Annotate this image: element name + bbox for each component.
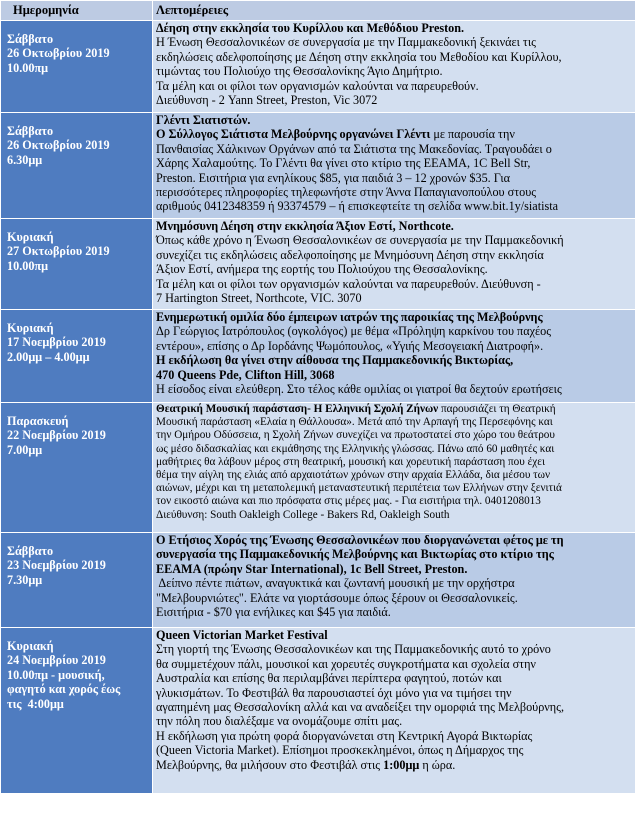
event-title: Γλέντι Σιατιστών. xyxy=(156,113,251,127)
event-date-text: 22 Νοεμβρίου 2019 xyxy=(7,428,106,443)
event-time: 2.00μμ – 4.00μμ xyxy=(7,349,90,364)
event-text: την πόλη που διαλέξαμε να ονομάζουμε σπίτι μας. xyxy=(156,714,403,729)
event-text: τιμώντας του Πολιούχο της Θεσσαλονίκης Άγιο Δημήτριο. xyxy=(156,64,443,79)
event-date xyxy=(1,533,153,628)
event-text: Αυστραλία και επίσης θα περιλαμβάνει περίπτερα φαγητού, ποτών και xyxy=(156,671,502,686)
event-text: παρουσιάζει τη Θεατρική xyxy=(438,403,556,415)
date-column-header: Ημερομηνία xyxy=(1,1,153,21)
event-time: φαγητό και χορός έως xyxy=(7,682,121,697)
event-text: αριθμούς 0412348359 ή 93374579 – ή επισκεφτείτε τη σελίδα www.bit.1y/siatista xyxy=(156,199,559,214)
event-address: 470 Queens Pde, Clifton Hill, 3068 xyxy=(156,367,335,382)
event-text: Άξιον Εστί, ανήμερα της εορτής του Πολιούχου της Θεσσαλονίκης. xyxy=(156,262,488,277)
event-title: Queen Victorian Market Festival xyxy=(156,628,328,642)
event-text: ως μέσο διδασκαλίας και εκμάθησης της Ελληνικής γλώσσας. Πάνω από 60 μαθητές και xyxy=(156,442,555,455)
event-date xyxy=(1,113,153,219)
event-text: "Μελβουρνιώτες". Ελάτε να γιορτάσουμε όπως ξέρουν οι Θεσσαλονικείς. xyxy=(156,590,518,605)
event-text: Χάρης Χαλαμούτης. Το Γλέντι θα γίνει στο κτίριο της ΕΕΑΜΑ, 1C Bell Str, xyxy=(156,156,531,171)
event-time: 10.00πμ xyxy=(7,60,49,75)
header-row xyxy=(1,1,635,21)
event-row xyxy=(1,310,635,403)
event-text: Μελβούρνης, θα μιλήσουν στο Φεστιβάλ στις xyxy=(156,757,384,772)
event-text: εντέρου», επίσης ο Δρ Ιορδάνης Ψωμόπουλος, «Υγιής Μεσογειακή Διατροφή». xyxy=(156,338,544,353)
event-row xyxy=(1,533,635,628)
event-details xyxy=(153,21,635,113)
event-text: Preston. Εισιτήρια για ενηλίκους $85, για παιδιά 3 – 12 χρονών $35. Για xyxy=(156,170,511,185)
event-day: Σάββατο xyxy=(7,544,54,558)
event-text: Τα μέλη και οι φίλοι των οργανισμών καλούνται να παρευρεθούν. Διεύθυνση - xyxy=(156,276,541,291)
details-column-header: Λεπτομέρειες xyxy=(153,1,635,21)
event-time: 6.30μμ xyxy=(7,152,43,167)
event-title: Ενημερωτική ομιλία δύο έμπειρων ιατρών της παροικίας της Μελβούρνης xyxy=(156,310,543,324)
event-details xyxy=(153,628,635,794)
event-row xyxy=(1,219,635,310)
event-address: Διεύθυνση: South Oakleigh College - Bakers Rd, Oakleigh South xyxy=(156,508,450,521)
event-date-text: 17 Νοεμβρίου 2019 xyxy=(7,335,106,350)
event-date xyxy=(1,21,153,113)
event-title: Θεατρική Μουσική παράσταση xyxy=(156,403,308,415)
event-text: Η είσοδος είναι ελεύθερη. Στο τέλος κάθε ομιλίας οι γιατροί θα δεχτούν ερωτήσεις xyxy=(156,382,562,397)
event-text: Δείπνο πέντε πιάτων, αναγυκτικά και ζωντανή μουσική με την ορχήστρα xyxy=(156,576,515,591)
event-date-text: 23 Νοεμβρίου 2019 xyxy=(7,558,106,573)
event-details xyxy=(153,403,635,533)
event-day: Κυριακή xyxy=(7,639,54,653)
event-title-rest: - Η Ελληνική Σχολή Ζήνων xyxy=(307,403,439,415)
event-row xyxy=(1,403,635,533)
event-day: Κυριακή xyxy=(7,321,54,335)
event-time: 10.00πμ xyxy=(7,258,49,273)
event-date-text: 26 Οκτωβρίου 2019 xyxy=(7,46,110,61)
event-day: Σάββατο xyxy=(7,124,54,138)
event-text: Δρ Γεώργιος Ιατρόπουλος (ογκολόγος) με θέμα «Πρόληψη καρκίνου του παχέος xyxy=(156,324,552,339)
event-row xyxy=(1,113,635,219)
event-address: 7 Hartington Street, Northcote, VIC. 3070 xyxy=(156,291,362,306)
event-date xyxy=(1,310,153,403)
event-row xyxy=(1,21,635,113)
event-date-text: 26 Οκτωβρίου 2019 xyxy=(7,138,110,153)
event-time: 7.30μμ xyxy=(7,572,43,587)
event-text: μαθήτριες θα λάβουν μέρος στη θεατρική, μουσική και χορευτική παράσταση που έχει xyxy=(156,455,545,468)
event-text: αγαπημένη μας Θεσσαλονίκη αλλά και να αναδείξει την ομορφιά της Μελβούρνης, xyxy=(156,700,565,715)
event-date xyxy=(1,628,153,794)
event-date-text: 24 Νοεμβρίου 2019 xyxy=(7,653,106,668)
event-text: Εισιτήρια - $70 για ενήλικες και $45 για παιδιά. xyxy=(156,605,391,620)
event-date xyxy=(1,219,153,310)
event-text: γλυκισμάτων. Το Φεστιβάλ θα παρουσιαστεί όχι μόνο για να τιμήσει την xyxy=(156,685,512,700)
event-title: συνεργασία της Παμμακεδονικής Μελβούρνης και Βικτωρίας στο κτίριο της xyxy=(156,547,554,562)
event-text: (Queen Victoria Market). Επίσημοι προσκεκλημένοι, όπως η Δήμαρχος της xyxy=(156,743,524,758)
event-row xyxy=(1,628,635,794)
event-details xyxy=(153,533,635,628)
event-time-bold: 1:00μμ xyxy=(383,757,420,772)
event-date-text: 27 Οκτωβρίου 2019 xyxy=(7,244,110,259)
event-text: με παρουσία την xyxy=(430,127,515,142)
event-date xyxy=(1,403,153,533)
event-title: Μνημόσυνη Δέηση στην εκκλησία Άξιον Εστί, Northcote. xyxy=(156,219,454,233)
event-time: 10.00πμ - μουσική, xyxy=(7,667,105,682)
event-details xyxy=(153,113,635,219)
event-title: ΕΕΑΜΑ (πρώην Star International), 1c Bell Street, Preston. xyxy=(156,561,468,576)
event-text: Τα μέλη και οι φίλοι των οργανισμών καλούνται να παρευρεθούν. xyxy=(156,78,479,93)
event-address: Διεύθυνση - 2 Yann Street, Preston, Vic 3072 xyxy=(156,93,378,108)
event-time: τις 4:00μμ xyxy=(7,696,64,711)
event-text: τον εικοστό αιώνα και πιο πρόσφατα στις μέρες μας. - Για εισιτήρια τηλ. 0401208013 xyxy=(156,495,541,508)
event-text: εκδηλώσεις αδελφοποίησης με Δέηση στην εκκλησία του Μεθοδίου και Κυρίλλου, xyxy=(156,49,562,64)
event-day: Κυριακή xyxy=(7,230,54,244)
event-text: θέμα την αίγλη της ελιάς από αρχαιοτάτων χρόνων στην αρχαία Ελλάδα, δια μέσου των xyxy=(156,469,551,482)
event-text: θα συμμετέχουν πάλι, μουσικοί και χορευτές συγκροτήματα και σχολεία στην xyxy=(156,656,536,671)
event-text: Μουσική παράσταση «Ελαία η Θάλλουσα». Μετά από την Αρπαγή της Περσεφόνης και xyxy=(156,416,553,429)
event-subtitle: Ο Σύλλογος Σιάτιστα Μελβούρνης οργανώνει Γλέντι xyxy=(156,127,431,142)
event-text: η ώρα. xyxy=(419,757,456,772)
event-day: Σάββατο xyxy=(7,32,54,46)
event-text: περισσότερες πληροφορίες τηλεφωνήστε στην Άννα Παπαγιανοπούλου στους xyxy=(156,185,537,200)
event-text: αιώνων, μέχρι και τη μεταπολεμική μεταναστευτική περιπέτεια των Ελλήνων στην ξενιτιά xyxy=(156,482,562,495)
event-details xyxy=(153,310,635,403)
event-venue: Η εκδήλωση θα γίνει στην αίθουσα της Παμμακεδονικής Βικτωρίας, xyxy=(156,353,514,368)
event-title: Δέηση στην εκκλησία του Κυρίλλου και Μεθόδιου Preston. xyxy=(156,21,465,35)
event-text: Η Ένωση Θεσσαλονικέων σε συνεργασία με την Παμμακεδονική ξεκινάει τις xyxy=(156,35,536,50)
event-text: την Ομήρου Οδύσσεια, η Σχολή Ζήνων συνεχίζει να πρωτοστατεί στο χώρο του θεάτρου xyxy=(156,429,555,442)
event-day: Παρασκευή xyxy=(7,414,69,428)
event-text: Όπως κάθε χρόνο η Ένωση Θεσσαλονικέων σε συνεργασία με την Παμμακεδονική xyxy=(156,233,564,248)
event-text: Πανθαισίας Χάλκινων Οργάνων από τα Σιάτιστα της Μακεδονίας. Τραγουδάει ο xyxy=(156,141,552,156)
event-text: Στη γιορτή της Ένωσης Θεσσαλονικέων και της Παμμακεδονικής αυτό το χρόνο xyxy=(156,642,551,657)
event-details xyxy=(153,219,635,310)
event-text: Η εκδήλωση για πρώτη φορά διοργανώνεται στη Κεντρική Αγορά Βικτωρίας xyxy=(156,728,533,743)
event-text: συνεχίζει τις εκδηλώσεις αδελφοποίησης με Μνημόσυνη Δέηση στην εκκλησία xyxy=(156,247,544,262)
event-title: Ο Ετήσιος Χορός της Ένωσης Θεσσαλονικέων που διοργανώνεται φέτος με τη xyxy=(156,533,564,547)
event-time: 7.00μμ xyxy=(7,442,43,457)
